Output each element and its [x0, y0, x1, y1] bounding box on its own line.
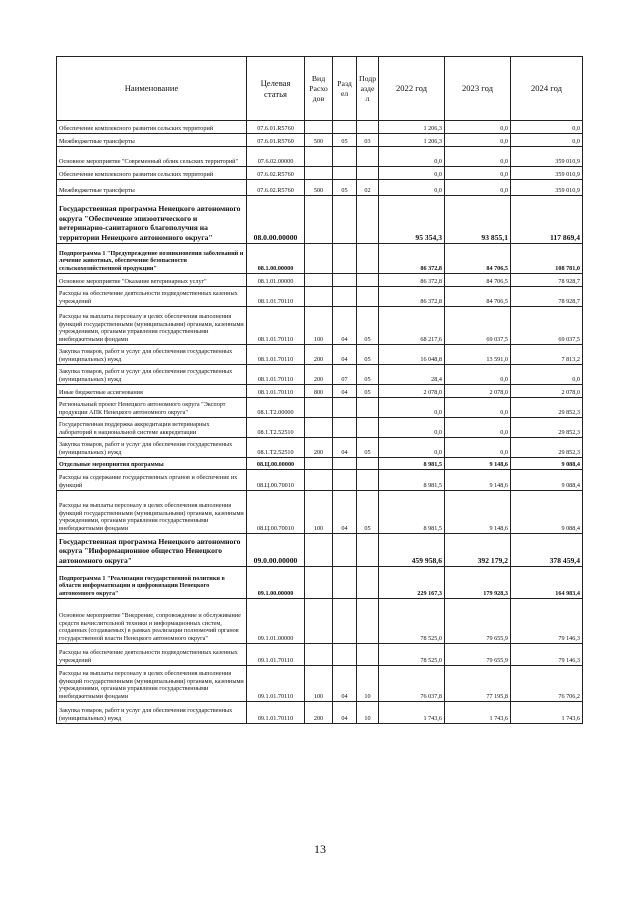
table-row — [57, 365, 583, 385]
row-section: 05 — [333, 180, 357, 196]
row-value-2023: 0,0 — [445, 180, 511, 196]
row-section: 04 — [333, 345, 357, 365]
table-row — [57, 345, 583, 365]
row-value-2022: 0,0 — [379, 180, 445, 196]
row-name: Государственная поддержка аккредитации ветеринарных лабораторий в национальной системе аккредитации — [57, 418, 247, 438]
row-name: Основное мероприятие "Оказание ветеринарных услуг" — [57, 274, 247, 287]
row-target: 09.1.01.70110 — [247, 702, 305, 724]
row-name: Расходы на содержание государственных органов и обеспечение их функций — [57, 470, 247, 491]
row-name: Расходы на обеспечение деятельности подведомственных казенных учреждений — [57, 287, 247, 307]
row-name: Закупка товаров, работ и услуг для обеспечения государственных (муниципальных) нужд — [57, 438, 247, 458]
row-name: Основное мероприятие "Современный облик сельских территорий" — [57, 147, 247, 167]
row-value-2024: 359 010,9 — [511, 167, 583, 180]
header-2022: 2022 год — [379, 57, 445, 121]
table-row — [57, 134, 583, 147]
row-section — [333, 121, 357, 134]
row-value-2023: 9 148,6 — [445, 458, 511, 470]
row-value-2022: 68 217,6 — [379, 307, 445, 345]
row-name: Расходы на обеспечение деятельности подведомственных казенных учреждений — [57, 644, 247, 666]
row-subsection — [357, 244, 379, 274]
row-target: 09.1.01.70110 — [247, 644, 305, 666]
row-expense-type: 200 — [305, 365, 333, 385]
row-name: Региональный проект Ненецкого автономного округа "Экспорт продукции АПК Ненецкого автономного округа" — [57, 398, 247, 418]
row-value-2024: 78 928,7 — [511, 287, 583, 307]
table-body — [57, 121, 583, 724]
row-section — [333, 196, 357, 244]
row-target: 08.1.T2.52510 — [247, 438, 305, 458]
row-expense-type — [305, 599, 333, 644]
row-value-2022: 0,0 — [379, 167, 445, 180]
row-target: 08.1.T2.52510 — [247, 418, 305, 438]
row-subsection — [357, 470, 379, 491]
row-value-2023: 9 148,6 — [445, 470, 511, 491]
table-row — [57, 599, 583, 644]
row-value-2022: 0,0 — [379, 398, 445, 418]
table-row — [57, 644, 583, 666]
row-target: 08.1.00.00000 — [247, 244, 305, 274]
row-expense-type: 100 — [305, 307, 333, 345]
row-subsection — [357, 147, 379, 167]
row-target: 09.1.01.70110 — [247, 666, 305, 702]
row-target: 07.6.02.00000 — [247, 147, 305, 167]
row-value-2022: 86 372,8 — [379, 287, 445, 307]
row-subsection: 02 — [357, 180, 379, 196]
table-row — [57, 418, 583, 438]
row-value-2022: 1 206,3 — [379, 121, 445, 134]
row-target: 08.0.00.00000 — [247, 196, 305, 244]
row-expense-type — [305, 274, 333, 287]
row-value-2023: 69 037,5 — [445, 307, 511, 345]
row-section — [333, 534, 357, 567]
row-expense-type — [305, 418, 333, 438]
row-subsection — [357, 196, 379, 244]
row-value-2022: 459 958,6 — [379, 534, 445, 567]
row-target: 09.0.00.00000 — [247, 534, 305, 567]
row-value-2024: 108 781,0 — [511, 244, 583, 274]
row-target: 08.1.01.70110 — [247, 385, 305, 398]
row-value-2023: 1 743,6 — [445, 702, 511, 724]
row-expense-type: 100 — [305, 491, 333, 534]
row-target: 08.Ц.00.70010 — [247, 491, 305, 534]
row-value-2023: 13 591,0 — [445, 345, 511, 365]
row-target: 08.1.T2.00000 — [247, 398, 305, 418]
row-value-2022: 86 372,8 — [379, 274, 445, 287]
row-value-2024: 79 146,3 — [511, 599, 583, 644]
budget-table — [56, 56, 583, 724]
row-section: 04 — [333, 307, 357, 345]
row-name: Государственная программа Ненецкого автономного округа "Информационное общество Ненецкого автономного округа" — [57, 534, 247, 567]
table-row — [57, 167, 583, 180]
row-value-2022: 95 354,3 — [379, 196, 445, 244]
row-expense-type — [305, 196, 333, 244]
row-name: Закупка товаров, работ и услуг для обеспечения государственных (муниципальных) нужд — [57, 702, 247, 724]
header-2023: 2023 год — [445, 57, 511, 121]
row-section — [333, 644, 357, 666]
row-subsection: 05 — [357, 385, 379, 398]
row-subsection — [357, 534, 379, 567]
row-value-2024: 359 010,9 — [511, 147, 583, 167]
table-row — [57, 196, 583, 244]
row-value-2023: 0,0 — [445, 134, 511, 147]
row-name: Расходы на выплаты персоналу в целях обеспечения выполнения функций государственными (муниципальными) органами, казенными учреждениями, органами управления государственными внебюджетными фондами — [57, 666, 247, 702]
row-subsection — [357, 567, 379, 599]
row-value-2024: 0,0 — [511, 121, 583, 134]
row-target: 07.6.02.R5760 — [247, 180, 305, 196]
row-value-2024: 117 869,4 — [511, 196, 583, 244]
row-value-2023: 0,0 — [445, 121, 511, 134]
row-section — [333, 167, 357, 180]
row-expense-type: 200 — [305, 702, 333, 724]
row-name: Отдельные мероприятия программы — [57, 458, 247, 470]
row-value-2024: 378 459,4 — [511, 534, 583, 567]
row-value-2023: 77 195,8 — [445, 666, 511, 702]
row-value-2024: 164 983,4 — [511, 567, 583, 599]
row-value-2022: 0,0 — [379, 438, 445, 458]
row-value-2022: 0,0 — [379, 147, 445, 167]
row-section: 04 — [333, 438, 357, 458]
row-value-2023: 84 706,5 — [445, 274, 511, 287]
row-expense-type — [305, 458, 333, 470]
row-value-2022: 78 525,0 — [379, 599, 445, 644]
table-row — [57, 458, 583, 470]
row-value-2024: 29 852,3 — [511, 398, 583, 418]
row-value-2022: 86 372,8 — [379, 244, 445, 274]
row-value-2024: 359 010,9 — [511, 180, 583, 196]
row-subsection: 05 — [357, 365, 379, 385]
row-expense-type — [305, 644, 333, 666]
row-value-2023: 79 655,9 — [445, 599, 511, 644]
row-value-2024: 78 928,7 — [511, 274, 583, 287]
row-value-2023: 0,0 — [445, 398, 511, 418]
table-row — [57, 567, 583, 599]
row-value-2024: 79 146,3 — [511, 644, 583, 666]
row-target: 09.1.01.00000 — [247, 599, 305, 644]
row-name: Основное мероприятие "Внедрение, сопровождение и обслуживание средств вычислительной техники и информационных систем, созданных (создаваемых) в рамках реализации полномочий органов государственной власти Ненецкого автономного округа" — [57, 599, 247, 644]
row-name: Межбюджетные трансферты — [57, 134, 247, 147]
row-expense-type — [305, 398, 333, 418]
row-subsection — [357, 274, 379, 287]
table-row — [57, 398, 583, 418]
header-name: Наименование — [57, 57, 247, 121]
row-target: 07.6.01.R5760 — [247, 134, 305, 147]
row-value-2022: 229 167,3 — [379, 567, 445, 599]
row-name: Иные бюджетные ассигнования — [57, 385, 247, 398]
row-value-2022: 8 981,5 — [379, 491, 445, 534]
row-expense-type — [305, 567, 333, 599]
row-name: Расходы на выплаты персоналу в целях обеспечения выполнения функций государственными (муниципальными) органами, казенными учреждениями, органами управления государственными внебюджетными фондами — [57, 491, 247, 534]
row-name: Закупка товаров, работ и услуг для обеспечения государственных (муниципальных) нужд — [57, 345, 247, 365]
row-target: 08.1.01.70110 — [247, 365, 305, 385]
header-section: Разд ел — [333, 57, 357, 121]
row-section — [333, 274, 357, 287]
row-name: Закупка товаров, работ и услуг для обеспечения государственных (муниципальных) нужд — [57, 365, 247, 385]
row-expense-type: 500 — [305, 134, 333, 147]
row-target: 07.6.01.R5760 — [247, 121, 305, 134]
row-section — [333, 147, 357, 167]
row-subsection: 10 — [357, 702, 379, 724]
row-value-2022: 8 981,5 — [379, 470, 445, 491]
row-section — [333, 599, 357, 644]
row-target: 08.Ц.00.70010 — [247, 470, 305, 491]
table-row — [57, 491, 583, 534]
row-section — [333, 244, 357, 274]
row-value-2024: 0,0 — [511, 134, 583, 147]
row-value-2023: 2 078,0 — [445, 385, 511, 398]
row-subsection: 05 — [357, 438, 379, 458]
row-value-2023: 0,0 — [445, 418, 511, 438]
row-value-2023: 9 148,6 — [445, 491, 511, 534]
row-subsection: 10 — [357, 666, 379, 702]
row-section — [333, 398, 357, 418]
row-value-2024: 29 852,3 — [511, 418, 583, 438]
page-number: 13 — [314, 842, 326, 856]
row-name: Государственная программа Ненецкого автономного округа "Обеспечение эпизоотического и ветеринарно-санитарного благополучия на территории Ненецкого автономного округа" — [57, 196, 247, 244]
row-subsection — [357, 398, 379, 418]
row-value-2023: 93 855,1 — [445, 196, 511, 244]
row-name: Подпрограмма 1 "Предупреждение возникновения заболеваний и лечение животных, обеспечение безопасности сельскохозяйственной продукции" — [57, 244, 247, 274]
row-subsection: 05 — [357, 491, 379, 534]
table-row — [57, 666, 583, 702]
row-subsection — [357, 418, 379, 438]
row-value-2024: 7 813,2 — [511, 345, 583, 365]
row-value-2023: 0,0 — [445, 438, 511, 458]
row-target: 08.Ц.00.00000 — [247, 458, 305, 470]
table-row — [57, 121, 583, 134]
row-value-2024: 76 706,2 — [511, 666, 583, 702]
row-section: 04 — [333, 702, 357, 724]
row-expense-type: 500 — [305, 180, 333, 196]
row-expense-type: 800 — [305, 385, 333, 398]
row-expense-type — [305, 147, 333, 167]
row-section: 05 — [333, 134, 357, 147]
table-row — [57, 702, 583, 724]
row-target: 09.1.00.00000 — [247, 567, 305, 599]
row-section — [333, 458, 357, 470]
row-value-2023: 84 706,5 — [445, 287, 511, 307]
row-name: Обеспечение комплексного развития сельских территорий — [57, 167, 247, 180]
row-name: Обеспечение комплексного развития сельских территорий — [57, 121, 247, 134]
row-value-2024: 29 852,3 — [511, 438, 583, 458]
row-target: 07.6.02.R5760 — [247, 167, 305, 180]
row-subsection — [357, 458, 379, 470]
row-section: 04 — [333, 385, 357, 398]
row-value-2022: 1 743,6 — [379, 702, 445, 724]
table-row — [57, 307, 583, 345]
row-value-2022: 16 048,8 — [379, 345, 445, 365]
table-row — [57, 287, 583, 307]
row-value-2023: 179 928,3 — [445, 567, 511, 599]
row-section — [333, 287, 357, 307]
row-value-2024: 69 037,5 — [511, 307, 583, 345]
header-expense-type: Вид Расхо дов — [305, 57, 333, 121]
row-section: 04 — [333, 491, 357, 534]
table-header-row — [57, 57, 583, 121]
row-section: 04 — [333, 666, 357, 702]
row-subsection: 03 — [357, 134, 379, 147]
row-expense-type — [305, 534, 333, 567]
row-section: 07 — [333, 365, 357, 385]
row-value-2024: 2 078,0 — [511, 385, 583, 398]
row-value-2022: 2 078,0 — [379, 385, 445, 398]
row-value-2024: 0,0 — [511, 365, 583, 385]
table-row — [57, 274, 583, 287]
table-row — [57, 385, 583, 398]
table-row — [57, 438, 583, 458]
row-expense-type: 100 — [305, 666, 333, 702]
row-subsection — [357, 599, 379, 644]
table-row — [57, 244, 583, 274]
row-value-2022: 78 525,0 — [379, 644, 445, 666]
row-subsection: 05 — [357, 345, 379, 365]
row-expense-type: 200 — [305, 438, 333, 458]
row-value-2024: 9 088,4 — [511, 470, 583, 491]
row-target: 08.1.01.00000 — [247, 274, 305, 287]
row-value-2023: 84 706,5 — [445, 244, 511, 274]
row-value-2022: 8 981,5 — [379, 458, 445, 470]
row-expense-type — [305, 121, 333, 134]
row-value-2023: 0,0 — [445, 167, 511, 180]
row-subsection — [357, 167, 379, 180]
row-expense-type — [305, 287, 333, 307]
table-row — [57, 147, 583, 167]
row-value-2022: 1 206,3 — [379, 134, 445, 147]
row-section — [333, 470, 357, 491]
row-name: Межбюджетные трансферты — [57, 180, 247, 196]
row-target: 08.1.01.70110 — [247, 345, 305, 365]
row-target: 08.1.01.70110 — [247, 287, 305, 307]
table-row — [57, 180, 583, 196]
row-subsection — [357, 121, 379, 134]
row-expense-type — [305, 470, 333, 491]
row-value-2024: 9 088,4 — [511, 458, 583, 470]
row-section — [333, 567, 357, 599]
row-target: 08.1.01.70110 — [247, 307, 305, 345]
row-subsection — [357, 644, 379, 666]
row-subsection: 05 — [357, 307, 379, 345]
row-value-2023: 0,0 — [445, 365, 511, 385]
row-value-2022: 0,0 — [379, 418, 445, 438]
row-name: Расходы на выплаты персоналу в целях обеспечения выполнения функций государственными (муниципальными) органами, казенными учреждениями, органами управления государственными внебюджетными фондами — [57, 307, 247, 345]
table-row — [57, 470, 583, 491]
row-expense-type — [305, 244, 333, 274]
header-2024: 2024 год — [511, 57, 583, 121]
row-value-2023: 0,0 — [445, 147, 511, 167]
row-expense-type — [305, 167, 333, 180]
row-name: Подпрограмма 1 "Реализация государственной политики в области информатизации и цифровизации Ненецкого автономного округа" — [57, 567, 247, 599]
row-value-2023: 79 655,9 — [445, 644, 511, 666]
row-value-2022: 76 037,8 — [379, 666, 445, 702]
row-value-2023: 392 179,2 — [445, 534, 511, 567]
header-target: Целевая статья — [247, 57, 305, 121]
row-value-2024: 1 743,6 — [511, 702, 583, 724]
row-expense-type: 200 — [305, 345, 333, 365]
row-subsection — [357, 287, 379, 307]
row-value-2024: 9 088,4 — [511, 491, 583, 534]
table-row — [57, 534, 583, 567]
row-section — [333, 418, 357, 438]
header-subsection: Подр азде л — [357, 57, 379, 121]
row-value-2022: 28,4 — [379, 365, 445, 385]
